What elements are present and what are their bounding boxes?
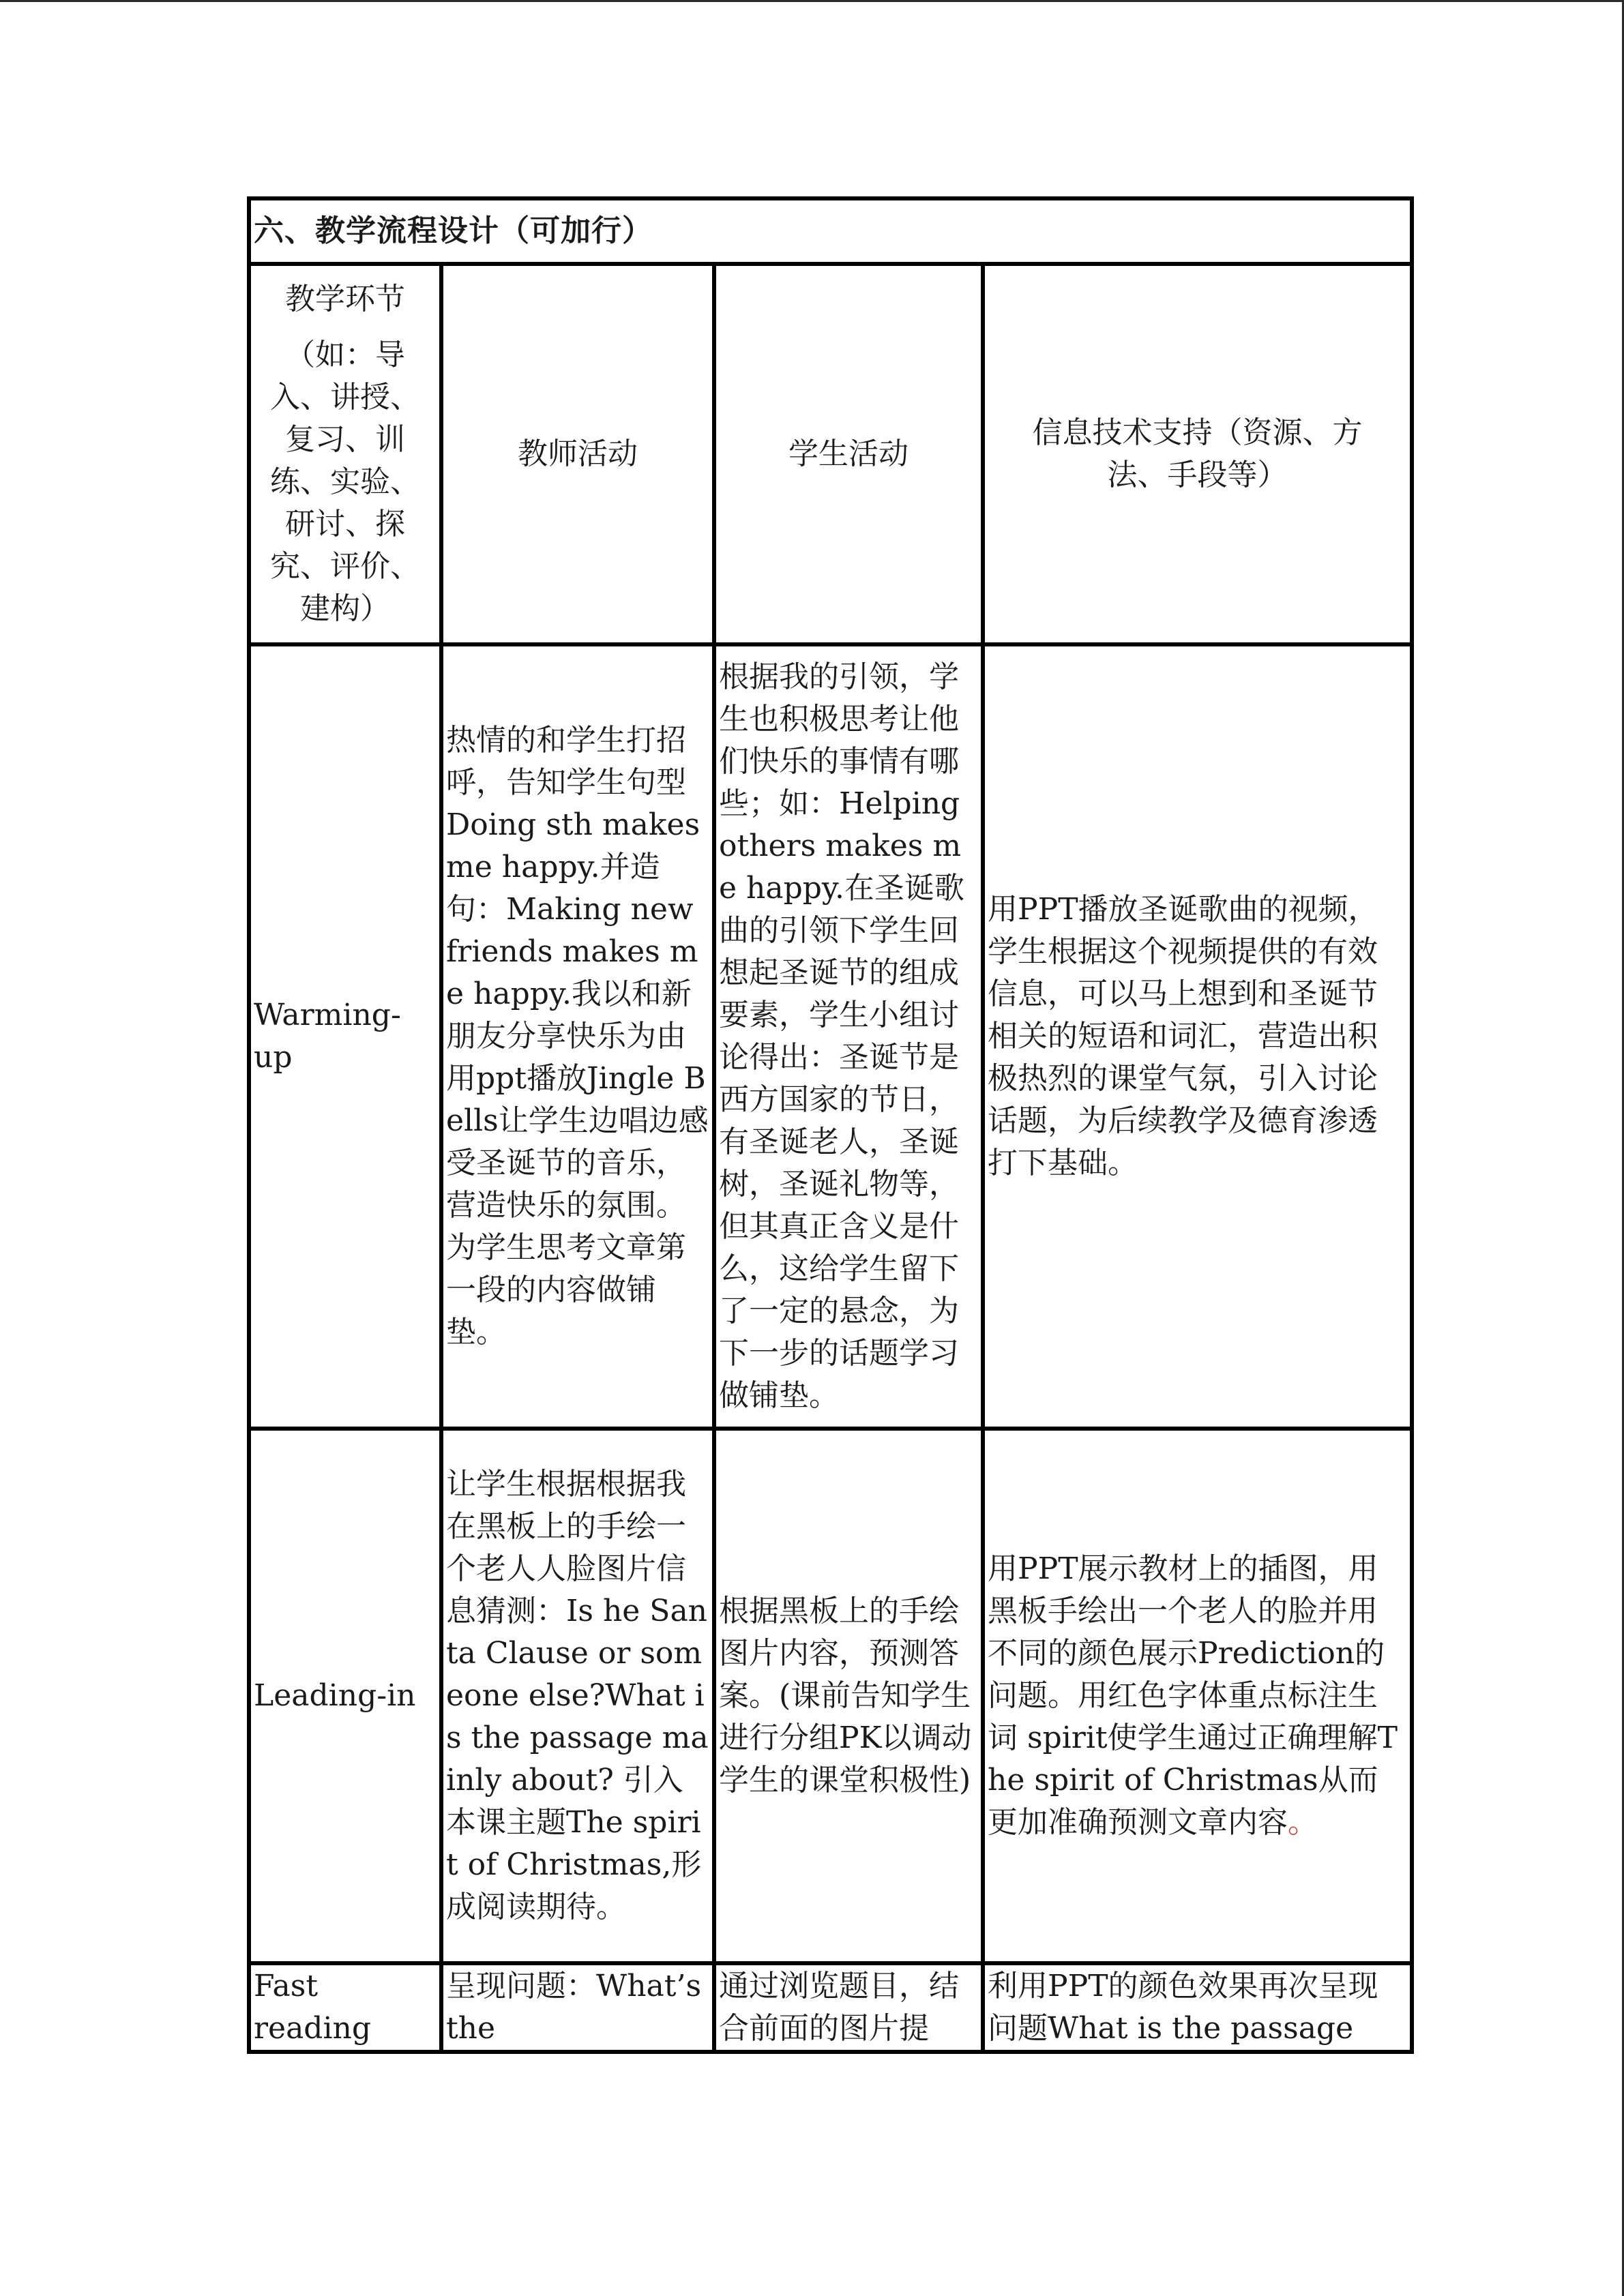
section-title: 六、教学流程设计（可加行）	[249, 198, 1412, 264]
tech-support-cell: 用PPT播放圣诞歌曲的视频，学生根据这个视频提供的有效信息，可以马上想到和圣诞节相关的短语和词汇，营造出积极热烈的课堂气氛，引入讨论话题，为后续教学及德育渗透打下基础。	[983, 644, 1412, 1429]
stage-cell: Fast reading	[249, 1963, 441, 2052]
teacher-activity-cell: 呈现问题：What’s the	[441, 1963, 714, 2052]
stage-cell: Warming-up	[249, 644, 441, 1429]
student-activity-cell: 通过浏览题目，结合前面的图片提	[714, 1963, 983, 2052]
student-activity-cell: 根据黑板上的手绘图片内容，预测答案。(课前告知学生进行分组PK以调动学生的课堂积极性)	[714, 1429, 983, 1963]
tech-support-text: 用PPT展示教材上的插图，用黑板手绘出一个老人的脸并用不同的颜色展示Prediction的问题。用红色字体重点标注生词 spirit使学生通过正确理解The spirit of Christmas从而更加准确预测文章内容	[988, 1551, 1398, 1840]
header-tech	[983, 264, 1412, 644]
table-row	[249, 644, 1412, 1429]
table-title-row	[249, 198, 1412, 264]
teacher-activity-cell: 让学生根据根据我在黑板上的手绘一个老人人脸图片信息猜测：Is he Santa Clause or someone else?What is the passage mainly about? 引入本课主题The spirit of Christmas,形成阅读期待。	[441, 1429, 714, 1963]
page-top-edge	[0, 0, 1624, 2]
tech-support-cell	[983, 1429, 1412, 1963]
table-row	[249, 1963, 1412, 2052]
header-student: 学生活动	[714, 264, 983, 644]
table-row	[249, 1429, 1412, 1963]
header-stage-examples: （如：导入、讲授、复习、训练、实验、研讨、探究、评价、建构）	[270, 338, 420, 626]
tech-support-red-period: 。	[1288, 1805, 1318, 1840]
stage-cell: Leading-in	[249, 1429, 441, 1963]
header-teacher: 教师活动	[441, 264, 714, 644]
header-tech-label: 信息技术支持（资源、方法、手段等）	[1032, 415, 1363, 492]
header-stage	[249, 264, 441, 644]
tech-support-cell: 利用PPT的颜色效果再次呈现问题What is the passage	[983, 1963, 1412, 2052]
table-header-row	[249, 264, 1412, 644]
teaching-flow-table	[247, 196, 1414, 2054]
student-activity-cell: 根据我的引领，学生也积极思考让他们快乐的事情有哪些；如：Helping others makes me happy.在圣诞歌曲的引领下学生回想起圣诞节的组成要素，学生小组讨论得出：圣诞节是西方国家的节日，有圣诞老人，圣诞树，圣诞礼物等，但其真正含义是什么，这给学生留下了一定的悬念，为下一步的话题学习做铺垫。	[714, 644, 983, 1429]
header-stage-title: 教学环节	[285, 282, 405, 316]
teacher-activity-cell: 热情的和学生打招呼，告知学生句型Doing sth makes me happy.并造句：Making new friends makes me happy.我以和新朋友分享快乐为由用ppt播放Jingle Bells让学生边唱边感受圣诞节的音乐，营造快乐的氛围。为学生思考文章第一段的内容做铺垫。	[441, 644, 714, 1429]
